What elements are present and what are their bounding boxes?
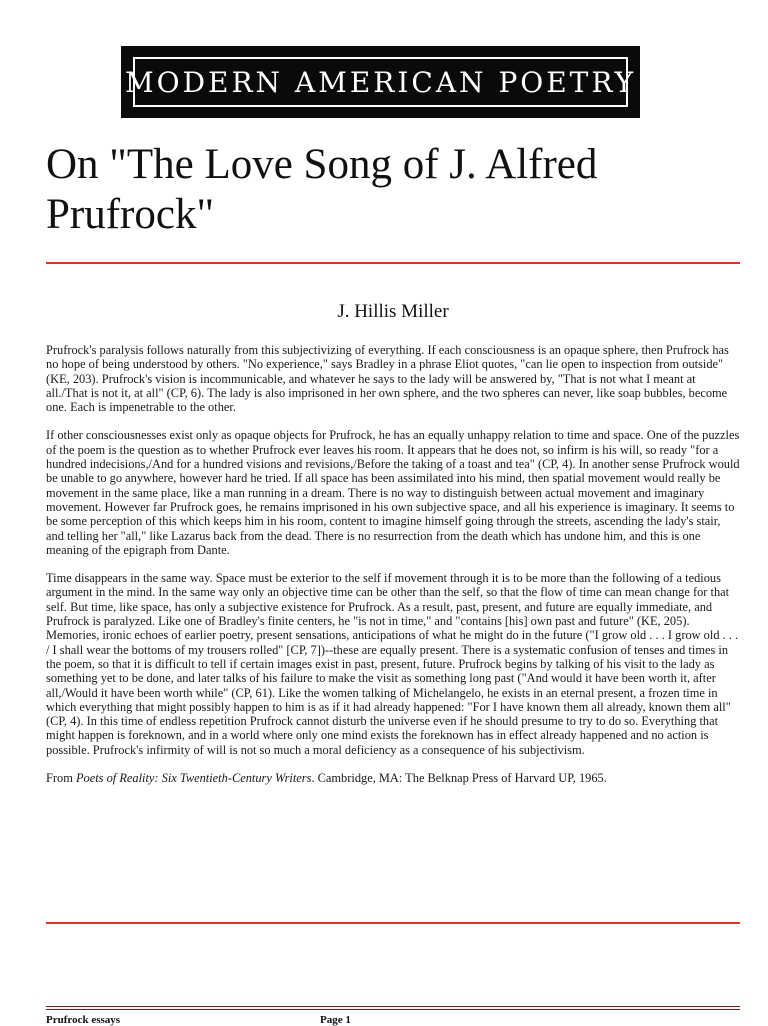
- page-title: On "The Love Song of J. Alfred Prufrock": [46, 141, 598, 238]
- site-banner-text: MODERN AMERICAN POETRY: [133, 57, 628, 107]
- footer-page-number: Page 1: [320, 1014, 351, 1026]
- footer-rule-bottom: [46, 1009, 740, 1010]
- end-divider: [46, 922, 740, 924]
- source-suffix: . Cambridge, MA: The Belknap Press of Harvard UP, 1965.: [311, 771, 607, 786]
- author-name: J. Hillis Miller: [337, 301, 449, 322]
- site-banner: [121, 46, 640, 118]
- paragraph-1: Prufrock's paralysis follows naturally from this subjectivizing of everything. If each consciousness is an opaque sphere, then Prufrock has no hope of being understood by others. "No experience," says Bradley in a phrase Eliot quotes, "can lie open to inspection from outside" (KE, 203). Prufrock's vision is incommunicable, and whatever he says to the lady will be answered by, "That is not what I meant at all./That is not it, at all" (CP, 6). The lady is also imprisoned in her own sphere, and the two spheres can never, like soap bubbles, become one. Each is impenetrable to the other.: [46, 343, 729, 415]
- source-book-title: Poets of Reality: Six Twentieth-Century Writers: [75, 771, 312, 786]
- footer-rule-top: [46, 1006, 740, 1007]
- paragraph-2: If other consciousnesses exist only as opaque objects for Prufrock, he has an equally unhappy relation to time and space. One of the puzzles of the poem is the question as to whether Prufrock ever leaves his room. It appears that he does not, so infirm is his will, so ready "for a hundred indecisions,/And for a hundred visions and revisions,/Before the taking of a toast and tea" (CP, 4). In another sense Prufrock would be unable to go anywhere, however hard he tried. If all space has been assimilated into his mind, then spatial movement would really be movement in the same place, like a man running in a dream. There is no way to distinguish between actual movement and imaginary movement. However far Prufrock goes, he remains imprisoned in his own subjective space, and all his experience is imaginary. It seems to be some perception of this which keeps him in his room, content to imagine himself going through the streets, ascending the lady's stair, and telling her "all," like Lazarus back from the dead. There is no resurrection from the death which has undone him, and this is one meaning of the epigraph from Dante.: [46, 428, 740, 557]
- title-divider: [46, 262, 740, 264]
- paragraph-3: Time disappears in the same way. Space must be exterior to the self if movement through it is to be more than the following of a tedious argument in the mind. In the same way only an objective time can be other than the self, so that the flow of time can mean change for that self. But time, like space, has only a subjective existence for Prufrock. As a result, past, present, and future are equally immediate, and Prufrock is paralyzed. Like one of Bradley's finite centers, he "is not in time," and "contains [his] own past and future" (KE, 205). Memories, ironic echoes of earlier poetry, present sensations, anticipations of what he might do in the future ("I grow old . . . I grow old . . . / I shall wear the bottoms of my trousers rolled" [CP, 7])--these are equally present. There is a systematic confusion of tenses and times in the poem, so that it is difficult to tell if certain images exist in past, present, future. Prufrock begins by talking of his visit to the lady as something yet to be done, and later talks of his failure to make the visit as something long past ("And would it have been worth it, after all,/Would it have been worth while" (CP, 61). Like the women talking of Michelangelo, he exists in an eternal present, a frozen time in which everything that might possibly happen to him is as if it had already happened: "For I have known them all already, known them all" (CP, 4). In this time of endless repetition Prufrock cannot disturb the universe even if he should presume to try to do so. Everything that might happen is foreknown, and in a world where only one mind exists the foreknown has in effect already happened and no action is possible. Prufrock's infirmity of will is not so much a moral deficiency as a consequence of his subjectivism.: [46, 571, 739, 757]
- source-citation: [46, 771, 740, 785]
- footer-section-label: Prufrock essays: [46, 1014, 121, 1026]
- source-prefix: From: [46, 771, 76, 786]
- article-body: [46, 343, 740, 799]
